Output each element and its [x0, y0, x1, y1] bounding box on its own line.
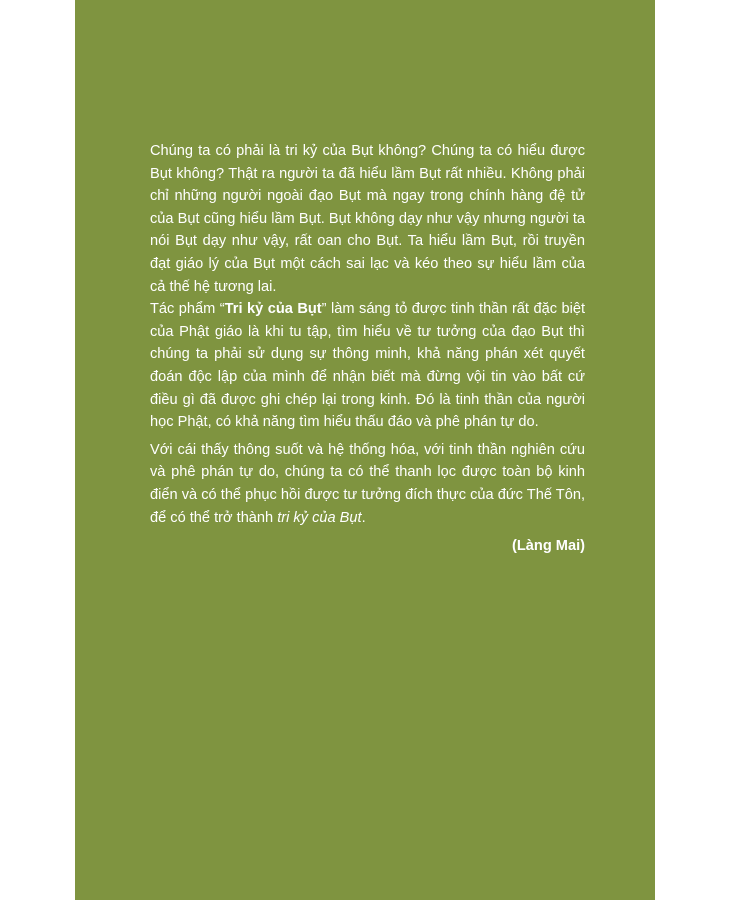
book-title: Tri kỷ của Bụt: [224, 301, 322, 318]
paragraph-3-body: Với cái thấy thông suốt và hệ thống hóa, với tinh thần nghiên cứu và phê phán tự do, chúng ta có thể thanh lọc được toàn bộ kinh điển và có thể phục hồi được tư tưởng đích thực của đức Thế Tôn, để có thể trở thành: [150, 441, 585, 526]
attribution: (Làng Mai): [512, 538, 585, 555]
back-cover: [75, 0, 655, 900]
paragraph-3: [150, 439, 585, 529]
paragraph-1: Chúng ta có phải là tri kỷ của Bụt không? Chúng ta có hiểu được Bụt không? Thật ra người ta đã hiểu lầm Bụt rất nhiều. Không phải chỉ những người ngoài đạo Bụt mà ngay trong chính hàng đệ tử của Bụt cũng hiểu lầm Bụt. Bụt không dạy như vậy nhưng người ta nói Bụt dạy như vậy, rất oan cho Bụt. Ta hiểu lầm Bụt, rồi truyền đạt giáo lý của Bụt một cách sai lạc và kéo theo sự hiểu lầm của cả thế hệ tương lai.: [150, 143, 585, 295]
paragraph-2: [150, 298, 585, 434]
paragraph-2-lead: Tác phẩm “: [150, 301, 225, 318]
paragraph-2-body: ” làm sáng tỏ được tinh thần rất đặc biệt của Phật giáo là khi tu tập, tìm hiểu về tư tưởng của đạo Bụt thì chúng ta phải sử dụng sự thông minh, khả năng phán xét quyết đoán độc lập của mình để nhận biết mà đừng vội tin vào bất cứ điều gì đã được ghi chép lại trong kinh. Đó là tinh thần của người học Phật, có khả năng tìm hiểu thấu đáo và phê phán tự do.: [150, 301, 585, 431]
paragraph-3-end: .: [361, 509, 366, 526]
paragraph-3-emphasis: tri kỷ của Bụt: [277, 509, 362, 526]
back-cover-text: [150, 140, 585, 558]
